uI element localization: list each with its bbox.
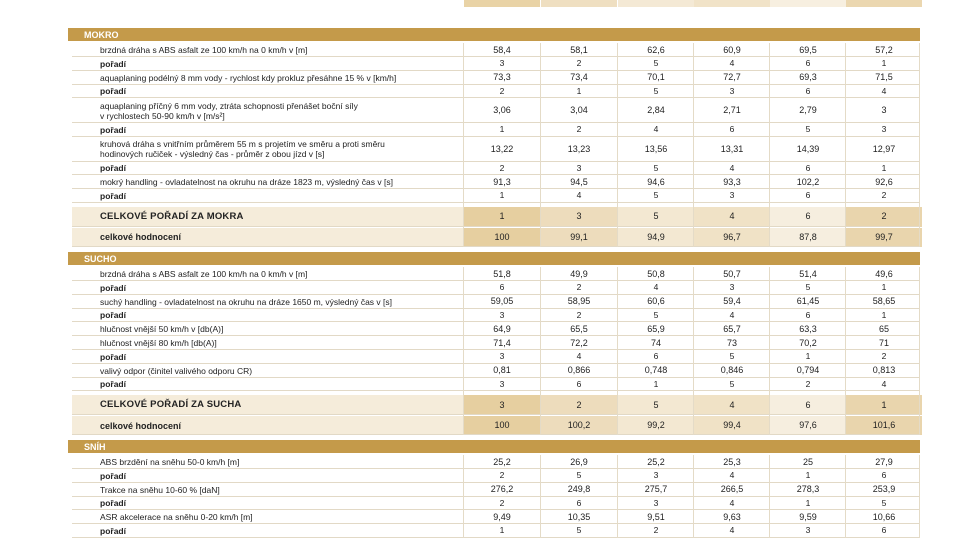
value-cell: 3,06 — [493, 105, 511, 115]
value-cell: 5 — [653, 309, 659, 320]
value-cell: 73,3 — [493, 72, 511, 82]
value-cell: 94,6 — [647, 176, 665, 187]
row-label: mokrý handling - ovladatelnost na okruhu na dráze 1823 m, výsledný čas v [s] — [100, 177, 393, 187]
overall-rank-row — [72, 207, 920, 227]
value-cell: 0,813 — [872, 365, 896, 375]
measurement-row — [72, 137, 920, 162]
value-cell: 2 — [881, 351, 887, 362]
value-cell: 101,6 — [872, 420, 896, 430]
value-cell: 249,8 — [567, 484, 591, 494]
value-cell: 100 — [494, 420, 510, 430]
row-label: Trakce na sněhu 10-60 % [daN] — [100, 484, 220, 495]
value-cell: 1 — [881, 58, 887, 69]
value-cell: 92,6 — [875, 176, 893, 187]
value-cell: 94,9 — [647, 231, 665, 242]
row-label: pořadí — [100, 124, 126, 135]
value-cell: 5 — [653, 399, 659, 410]
rank-row — [72, 162, 920, 176]
row-label: kruhová dráha s vnitřním průměrem 55 m s projetím ve směru a proti směru hodinových ručiček - výsledný čas - průměr z obou jízd v [s] — [100, 139, 385, 159]
rank-row — [72, 309, 920, 323]
value-cell: 275,7 — [644, 484, 668, 494]
measurement-row — [72, 483, 920, 497]
row-label: celkové hodnocení — [100, 420, 182, 431]
value-cell: 102,2 — [796, 176, 820, 187]
value-cell: 6 — [576, 378, 582, 389]
value-cell: 65,5 — [570, 323, 588, 334]
row-label: aquaplaning podélný 8 mm vody - rychlost kdy prokluz přesáhne 15 % v [km/h] — [100, 72, 397, 83]
value-cell: 60,6 — [647, 296, 665, 306]
top-strip-cell — [846, 0, 922, 7]
row-label: pořadí — [100, 58, 126, 69]
value-cell: 5 — [805, 124, 811, 135]
column-divider — [693, 267, 694, 435]
value-cell: 0,81 — [493, 365, 511, 375]
row-label: pořadí — [100, 351, 126, 362]
value-cell: 4 — [729, 525, 735, 536]
value-cell: 100 — [494, 231, 510, 242]
row-divider — [72, 202, 920, 203]
value-cell: 5 — [576, 470, 582, 481]
value-cell: 5 — [653, 211, 659, 221]
value-cell: 51,4 — [799, 268, 817, 279]
value-cell: 61,45 — [796, 296, 820, 306]
value-cell: 1 — [805, 470, 811, 481]
value-cell: 278,3 — [796, 484, 820, 494]
measurement-row — [72, 364, 920, 378]
column-divider — [540, 43, 541, 247]
top-strip-cell — [541, 0, 617, 7]
value-cell: 70,1 — [647, 72, 665, 82]
value-cell: 59,05 — [490, 296, 514, 306]
value-cell: 5 — [805, 282, 811, 293]
value-cell: 4 — [653, 124, 659, 135]
row-label: pořadí — [100, 470, 126, 481]
value-cell: 2 — [576, 399, 582, 410]
value-cell: 71,4 — [493, 337, 511, 348]
value-cell: 9,59 — [799, 511, 817, 522]
column-divider — [617, 267, 618, 435]
value-cell: 6 — [805, 211, 811, 221]
value-cell: 25,2 — [493, 456, 511, 467]
value-cell: 4 — [881, 85, 887, 96]
column-divider — [919, 455, 920, 538]
row-label: pořadí — [100, 379, 126, 390]
value-cell: 3 — [881, 124, 887, 135]
column-divider — [769, 267, 770, 435]
value-cell: 5 — [729, 378, 735, 389]
value-cell: 4 — [653, 282, 659, 293]
value-cell: 87,8 — [799, 231, 817, 242]
value-cell: 2 — [499, 85, 505, 96]
row-label: CELKOVÉ POŘADÍ ZA SUCHA — [100, 399, 242, 410]
rank-row — [72, 378, 920, 392]
value-cell: 49,6 — [875, 268, 893, 279]
value-cell: 71,5 — [875, 72, 893, 82]
value-cell: 2 — [881, 190, 887, 201]
measurement-row — [72, 71, 920, 85]
value-cell: 3 — [499, 399, 505, 410]
value-cell: 1 — [881, 399, 887, 410]
value-cell: 69,5 — [799, 44, 817, 55]
value-cell: 63,3 — [799, 323, 817, 334]
value-cell: 6 — [499, 282, 505, 293]
value-cell: 3 — [805, 525, 811, 536]
row-label: pořadí — [100, 282, 126, 293]
row-divider — [72, 537, 920, 538]
measurement-row — [72, 455, 920, 469]
value-cell: 3 — [576, 162, 582, 173]
value-cell: 3 — [729, 282, 735, 293]
value-cell: 58,65 — [872, 296, 896, 306]
value-cell: 49,9 — [570, 268, 588, 279]
value-cell: 6 — [805, 309, 811, 320]
value-cell: 4 — [576, 190, 582, 201]
value-cell: 10,35 — [567, 511, 591, 522]
value-cell: 5 — [653, 58, 659, 69]
value-cell: 65,7 — [723, 323, 741, 334]
value-cell: 3 — [653, 497, 659, 508]
value-cell: 1 — [881, 162, 887, 173]
value-cell: 6 — [805, 399, 811, 410]
value-cell: 9,49 — [493, 511, 511, 522]
measurement-row — [72, 98, 920, 123]
column-divider — [693, 455, 694, 538]
rank-row — [72, 350, 920, 364]
rank-row — [72, 57, 920, 71]
row-label: celkové hodnocení — [100, 232, 182, 242]
value-cell: 70,2 — [799, 337, 817, 348]
value-cell: 0,794 — [796, 365, 820, 375]
value-cell: 71 — [878, 337, 889, 348]
section-header — [68, 28, 920, 41]
value-cell: 4 — [729, 399, 735, 410]
value-cell: 6 — [729, 124, 735, 135]
column-divider — [463, 455, 464, 538]
value-cell: 50,8 — [647, 268, 665, 279]
rank-row — [72, 189, 920, 203]
value-cell: 253,9 — [872, 484, 896, 494]
row-label: pořadí — [100, 310, 126, 321]
value-cell: 6 — [881, 525, 887, 536]
value-cell: 1 — [805, 351, 811, 362]
column-divider — [617, 455, 618, 538]
measurement-row — [72, 175, 920, 189]
row-label: brzdná dráha s ABS asfalt ze 100 km/h na 0 km/h v [m] — [100, 269, 308, 279]
measurement-row — [72, 322, 920, 336]
row-divider — [72, 414, 920, 415]
value-cell: 9,63 — [723, 511, 741, 522]
value-cell: 3 — [576, 211, 582, 221]
value-cell: 2 — [805, 378, 811, 389]
top-summary-strip — [72, 0, 920, 7]
value-cell: 3 — [653, 470, 659, 481]
value-cell: 65,9 — [647, 323, 665, 334]
value-cell: 6 — [653, 351, 659, 362]
value-cell: 4 — [729, 497, 735, 508]
row-label: pořadí — [100, 525, 126, 536]
row-label: hlučnost vnější 50 km/h v [db(A)] — [100, 324, 224, 334]
value-cell: 2 — [576, 309, 582, 320]
value-cell: 5 — [576, 525, 582, 536]
section-title: SNÍH — [84, 441, 106, 452]
value-cell: 266,5 — [720, 484, 744, 494]
value-cell: 74 — [650, 337, 661, 348]
rank-row — [72, 469, 920, 483]
value-cell: 6 — [576, 497, 582, 508]
value-cell: 6 — [805, 58, 811, 69]
value-cell: 0,748 — [644, 365, 668, 375]
value-cell: 6 — [805, 190, 811, 201]
value-cell: 4 — [729, 162, 735, 173]
row-label: pořadí — [100, 498, 126, 509]
value-cell: 14,39 — [796, 143, 820, 154]
value-cell: 62,6 — [647, 44, 665, 55]
value-cell: 6 — [805, 85, 811, 96]
value-cell: 12,97 — [872, 143, 896, 154]
value-cell: 3,04 — [570, 105, 588, 115]
value-cell: 73 — [726, 337, 737, 348]
rank-row — [72, 123, 920, 137]
column-divider — [617, 43, 618, 247]
column-divider — [540, 455, 541, 538]
row-label: pořadí — [100, 190, 126, 201]
value-cell: 6 — [881, 470, 887, 481]
value-cell: 3 — [881, 105, 887, 115]
row-label: pořadí — [100, 86, 126, 97]
value-cell: 4 — [729, 309, 735, 320]
value-cell: 3 — [499, 378, 505, 389]
value-cell: 2 — [576, 124, 582, 135]
value-cell: 1 — [805, 497, 811, 508]
value-cell: 25 — [802, 456, 813, 467]
value-cell: 1 — [499, 190, 505, 201]
value-cell: 51,8 — [493, 268, 511, 279]
value-cell: 73,4 — [570, 72, 588, 82]
row-label: pořadí — [100, 163, 126, 174]
row-label: CELKOVÉ POŘADÍ ZA MOKRA — [100, 210, 244, 222]
row-divider — [72, 246, 920, 247]
value-cell: 2,84 — [647, 105, 665, 115]
value-cell: 65 — [878, 323, 889, 334]
value-cell: 69,3 — [799, 72, 817, 82]
overall-rank-row — [72, 395, 920, 415]
value-cell: 5 — [653, 162, 659, 173]
value-cell: 3 — [729, 190, 735, 201]
value-cell: 5 — [729, 351, 735, 362]
value-cell: 59,4 — [723, 296, 741, 306]
rank-row — [72, 281, 920, 295]
column-divider — [693, 43, 694, 247]
value-cell: 276,2 — [490, 484, 514, 494]
top-strip-cell — [770, 0, 846, 7]
value-cell: 5 — [881, 497, 887, 508]
value-cell: 93,3 — [723, 176, 741, 187]
value-cell: 58,1 — [570, 44, 588, 55]
measurement-row — [72, 43, 920, 57]
value-cell: 4 — [729, 211, 735, 221]
section-header — [68, 440, 920, 453]
value-cell: 2 — [653, 525, 659, 536]
value-cell: 1 — [499, 525, 505, 536]
value-cell: 2 — [881, 211, 887, 221]
value-cell: 58,95 — [567, 296, 591, 306]
value-cell: 9,51 — [647, 511, 665, 522]
column-divider — [540, 267, 541, 435]
value-cell: 3 — [499, 58, 505, 69]
value-cell: 26,9 — [570, 456, 588, 467]
value-cell: 10,66 — [872, 511, 896, 522]
value-cell: 2 — [576, 58, 582, 69]
value-cell: 99,7 — [875, 231, 893, 242]
overall-score-row — [72, 228, 920, 247]
value-cell: 2,71 — [723, 105, 741, 115]
row-label: hlučnost vnější 80 km/h [db(A)] — [100, 338, 217, 348]
value-cell: 2 — [499, 470, 505, 481]
overall-score-row — [72, 416, 920, 435]
column-divider — [845, 43, 846, 247]
value-cell: 99,4 — [723, 420, 741, 430]
value-cell: 99,2 — [647, 420, 665, 430]
value-cell: 2 — [576, 282, 582, 293]
value-cell: 13,23 — [567, 143, 591, 154]
value-cell: 58,4 — [493, 44, 511, 55]
top-strip-cell — [464, 0, 540, 7]
value-cell: 2 — [499, 497, 505, 508]
value-cell: 97,6 — [799, 420, 817, 430]
row-divider — [72, 226, 920, 227]
value-cell: 27,9 — [875, 456, 893, 467]
value-cell: 6 — [805, 162, 811, 173]
value-cell: 96,7 — [723, 231, 741, 242]
value-cell: 94,5 — [570, 176, 588, 187]
value-cell: 5 — [653, 190, 659, 201]
value-cell: 0,846 — [720, 365, 744, 375]
column-divider — [845, 455, 846, 538]
row-label: brzdná dráha s ABS asfalt ze 100 km/h na 0 km/h v [m] — [100, 45, 308, 55]
row-label: ASR akcelerace na sněhu 0-20 km/h [m] — [100, 512, 253, 522]
value-cell: 4 — [729, 470, 735, 481]
value-cell: 13,56 — [644, 143, 668, 154]
measurement-row — [72, 267, 920, 281]
row-label: suchý handling - ovladatelnost na okruhu na dráze 1650 m, výsledný čas v [s] — [100, 296, 393, 307]
value-cell: 64,9 — [493, 323, 511, 334]
value-cell: 60,9 — [723, 44, 741, 55]
value-cell: 50,7 — [723, 268, 741, 279]
top-strip-cell — [694, 0, 770, 7]
value-cell: 1 — [653, 378, 659, 389]
value-cell: 3 — [499, 309, 505, 320]
value-cell: 4 — [576, 351, 582, 362]
value-cell: 57,2 — [875, 44, 893, 55]
column-divider — [769, 43, 770, 247]
value-cell: 13,22 — [490, 143, 514, 154]
value-cell: 1 — [881, 282, 887, 293]
value-cell: 4 — [881, 378, 887, 389]
value-cell: 72,2 — [570, 337, 588, 348]
value-cell: 3 — [499, 351, 505, 362]
rank-row — [72, 524, 920, 538]
value-cell: 25,2 — [647, 456, 665, 467]
rank-row — [72, 497, 920, 511]
value-cell: 13,31 — [720, 143, 744, 154]
value-cell: 0,866 — [567, 365, 591, 375]
column-divider — [919, 267, 920, 435]
section-header — [68, 252, 920, 265]
value-cell: 2,79 — [799, 105, 817, 115]
column-divider — [919, 43, 920, 247]
value-cell: 25,3 — [723, 456, 741, 467]
value-cell: 1 — [499, 211, 505, 221]
measurement-row — [72, 295, 920, 309]
column-divider — [845, 267, 846, 435]
value-cell: 2 — [499, 162, 505, 173]
value-cell: 91,3 — [493, 176, 511, 187]
value-cell: 1 — [881, 309, 887, 320]
row-label: valivý odpor (činitel valivého odporu CR) — [100, 365, 253, 376]
value-cell: 3 — [729, 85, 735, 96]
section-title: MOKRO — [84, 29, 119, 40]
value-cell: 1 — [576, 85, 582, 96]
value-cell: 5 — [653, 85, 659, 96]
row-divider — [72, 390, 920, 391]
row-label: aquaplaning příčný 6 mm vody, ztráta schopnosti přenášet boční síly v rychlostech 50-90 km/h v [m/s²] — [100, 100, 358, 121]
column-divider — [463, 267, 464, 435]
value-cell: 72,7 — [723, 72, 741, 82]
value-cell: 1 — [499, 124, 505, 135]
row-divider — [72, 434, 920, 435]
top-strip-cell — [618, 0, 694, 7]
value-cell: 99,1 — [570, 231, 588, 242]
measurement-row — [72, 336, 920, 350]
section-title: SUCHO — [84, 253, 117, 264]
row-label: ABS brzdění na sněhu 50-0 km/h [m] — [100, 457, 240, 467]
column-divider — [769, 455, 770, 538]
column-divider — [463, 43, 464, 247]
rank-row — [72, 85, 920, 99]
value-cell: 100,2 — [567, 420, 591, 430]
measurement-row — [72, 510, 920, 524]
value-cell: 4 — [729, 58, 735, 69]
